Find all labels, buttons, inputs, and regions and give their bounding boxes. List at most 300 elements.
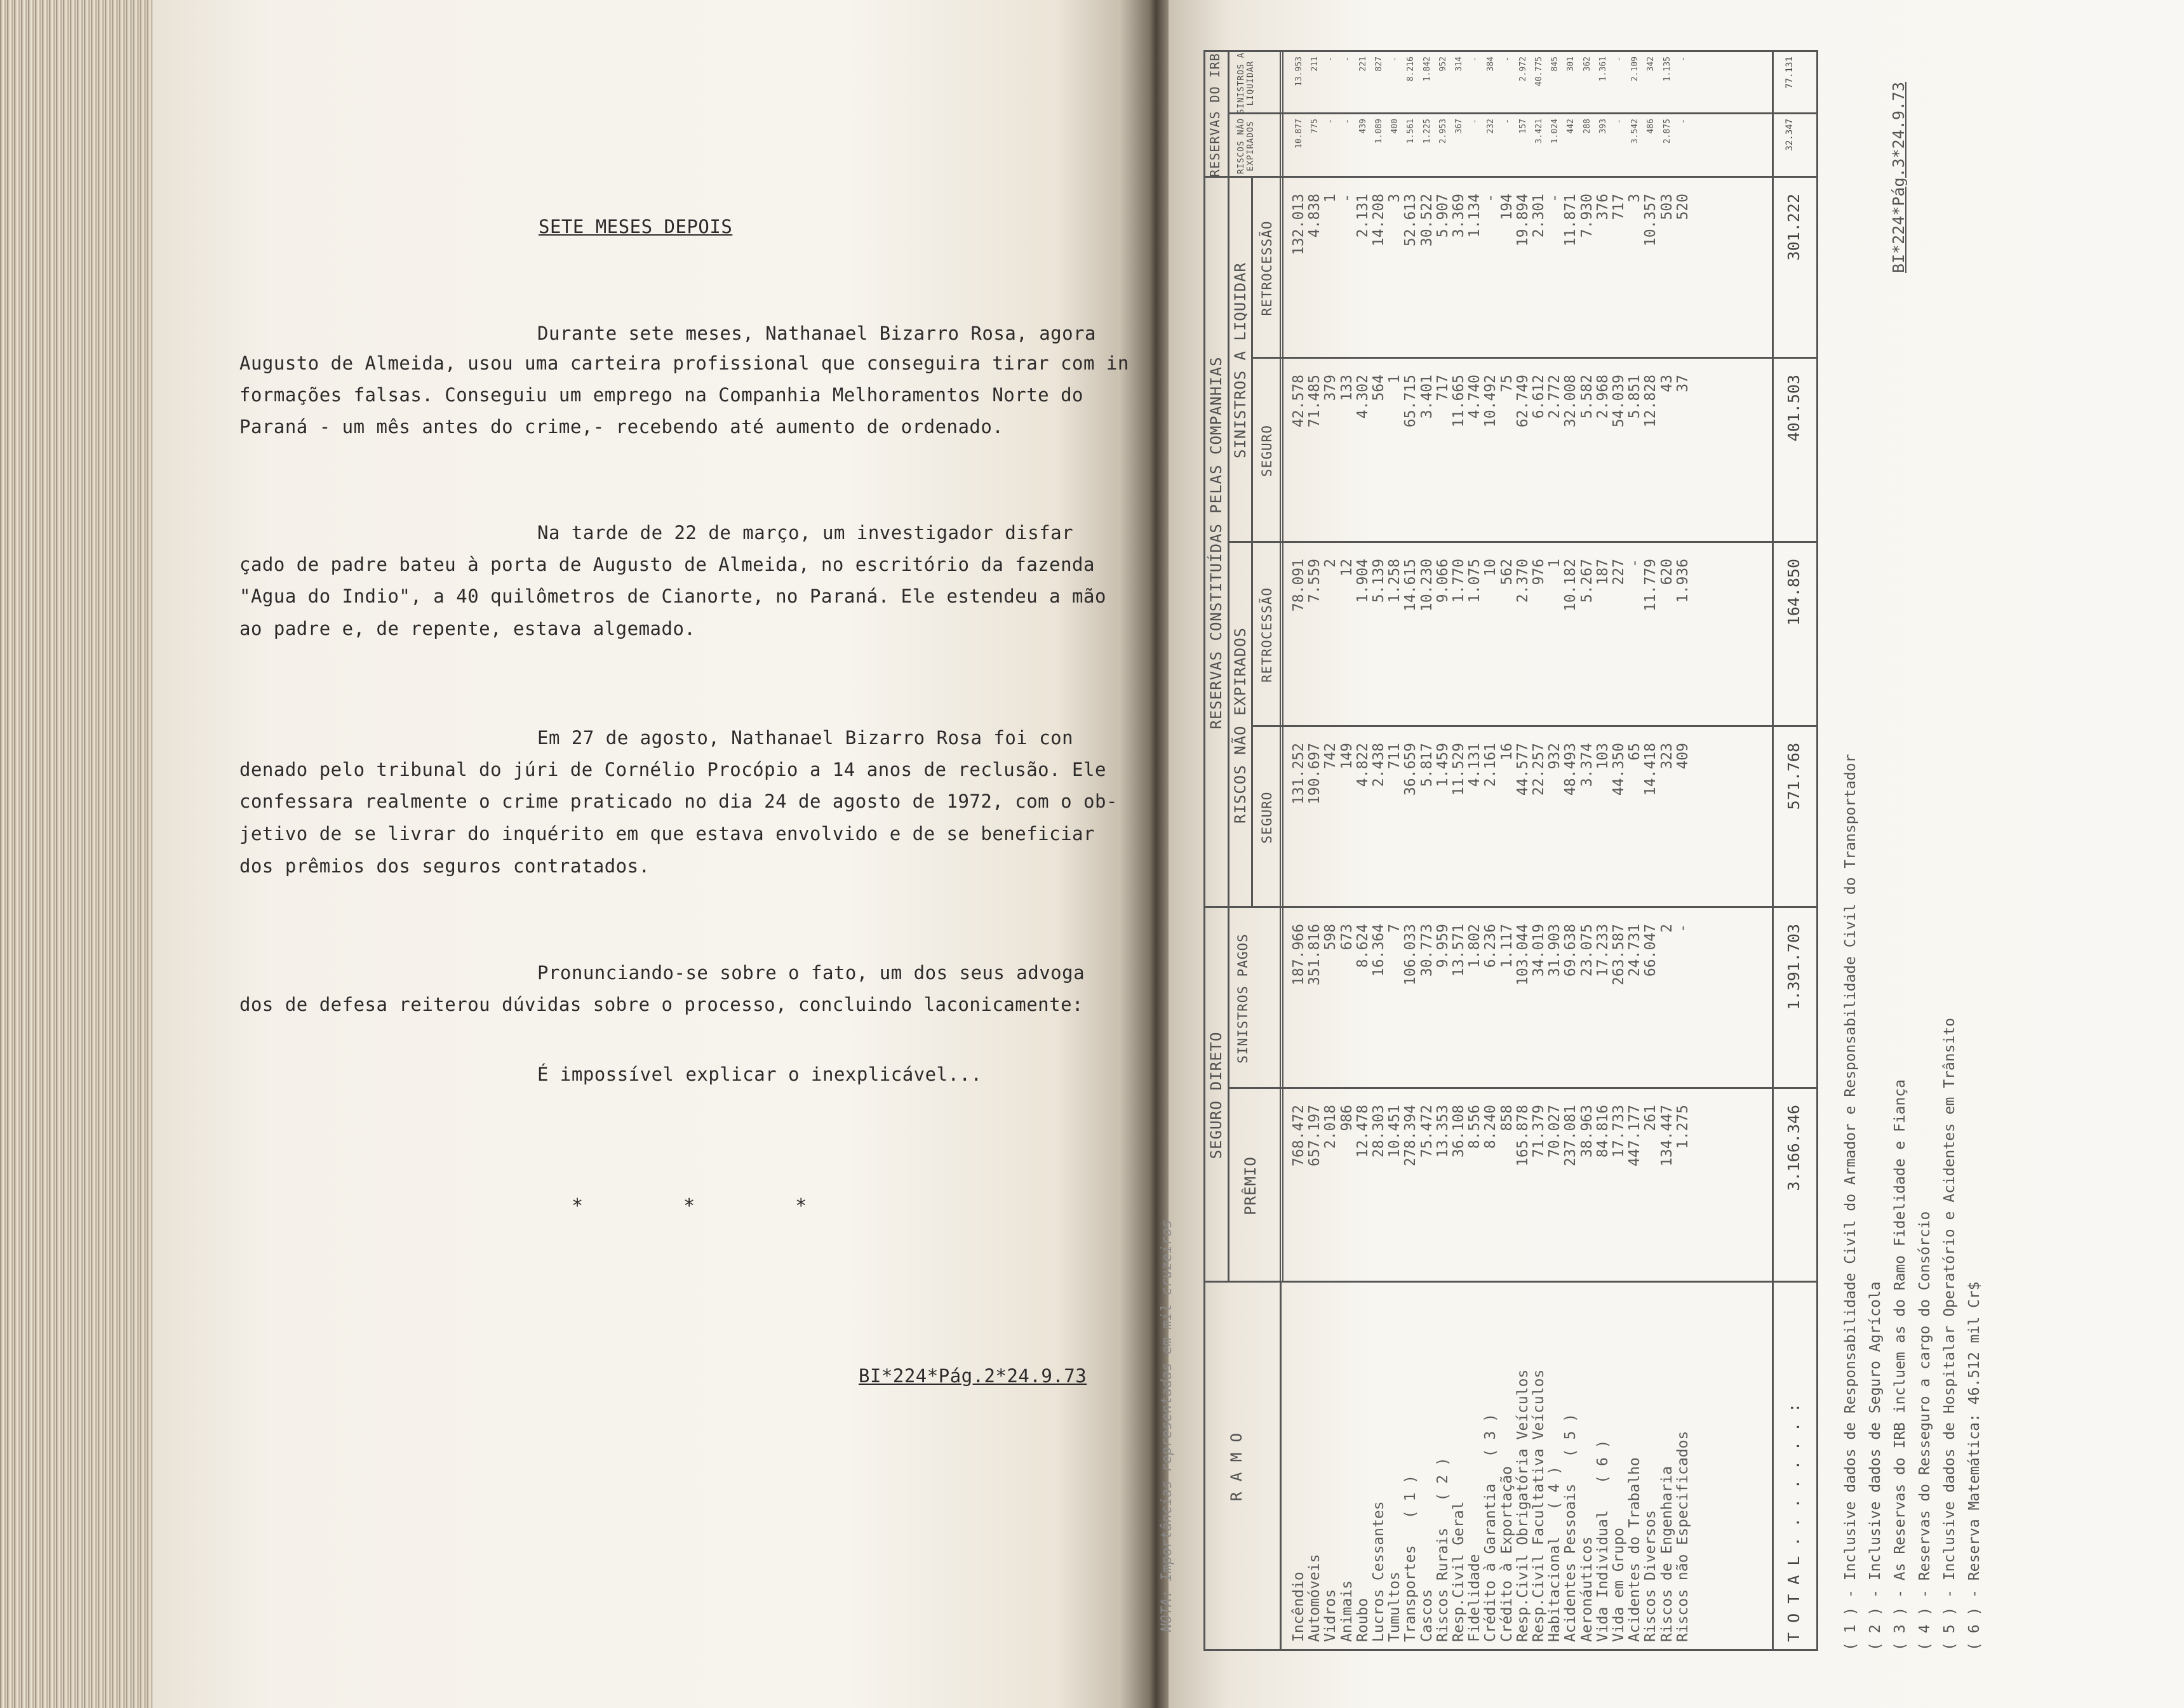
- table-cell: 384: [1486, 57, 1496, 72]
- table-cell: 8.624: [1354, 924, 1371, 968]
- table-cell: 103.044: [1514, 924, 1531, 985]
- table-cell: 1.024: [1550, 119, 1560, 144]
- table-cell: 237.081: [1562, 1105, 1579, 1166]
- table-cell: -: [1674, 924, 1691, 933]
- table-cell: 37: [1674, 375, 1691, 392]
- table-cell: Riscos Diversos: [1642, 1510, 1659, 1642]
- table-cell: 65: [1626, 743, 1644, 761]
- table-cell: 4.740: [1466, 375, 1484, 419]
- table-cell: 42.578: [1290, 375, 1307, 428]
- table-cell: 36.659: [1402, 743, 1419, 796]
- table-cell: -: [1326, 57, 1336, 62]
- total-label: T O T A L . . . . . . . :: [1785, 1403, 1803, 1642]
- table-cell: -: [1678, 119, 1688, 124]
- header-reservas-companhias: RESERVAS CONSTITUÍDAS PELAS COMPANHIAS: [1207, 356, 1225, 730]
- table-cell: 3: [1626, 194, 1644, 203]
- table-cell: Transportes ( 1 ): [1402, 1474, 1419, 1642]
- table-cell: 5.139: [1370, 559, 1388, 603]
- table-cell: 40.775: [1534, 57, 1544, 86]
- table-cell: 2: [1658, 924, 1675, 933]
- table-cell: 30.773: [1418, 924, 1435, 977]
- table-cell: 711: [1386, 743, 1404, 770]
- total-sinistros-pagos: 1.391.703: [1785, 924, 1803, 1010]
- table-cell: 976: [1531, 559, 1548, 585]
- table-cell: 9.959: [1434, 924, 1451, 968]
- table-cell: 717: [1434, 375, 1451, 401]
- header-reservas-irb: RESERVAS DO IRB: [1207, 53, 1223, 177]
- header-sinistros-a-liquidar: SINISTROS A LIQUIDAR: [1231, 262, 1249, 458]
- table-cell: -: [1482, 194, 1499, 203]
- left-page: [152, 0, 1137, 1708]
- table-cell: 8.556: [1466, 1105, 1484, 1149]
- col-sep: [1203, 906, 1818, 908]
- page-reference: BI*224*Pág.2*24.9.73: [859, 1365, 1087, 1387]
- total-sal-seguro: 401.503: [1785, 375, 1803, 442]
- table-cell: 36.108: [1450, 1105, 1468, 1158]
- table-cell: 38.963: [1578, 1105, 1595, 1158]
- table-cell: 263.587: [1611, 924, 1628, 985]
- table-cell: 190.697: [1306, 743, 1323, 804]
- footnote: ( 1 ) - Inclusive dados de Responsabilidade Civil do Armador e Responsabilidade Civil do Transportador: [1842, 754, 1859, 1651]
- table-cell: 620: [1658, 559, 1675, 585]
- header-irb-sinistros: SINISTROS A LIQUIDAR: [1236, 52, 1256, 114]
- table-border-right: [1203, 50, 1818, 52]
- column-rne-seguro: [1291, 743, 1691, 902]
- paragraph-line: dos de defesa reiterou dúvidas sobre o processo, concluindo laconicamente:: [239, 994, 1084, 1015]
- table-border-top: [1203, 51, 1205, 1651]
- table-cell: 227: [1611, 559, 1628, 585]
- table-cell: 22.257: [1531, 743, 1548, 796]
- table-cell: Riscos não Especificados: [1674, 1431, 1691, 1642]
- paragraph-line: Augusto de Almeida, usou uma carteira profissional que conseguira tirar com in: [239, 352, 1129, 374]
- table-cell: 12.478: [1354, 1105, 1371, 1158]
- table-cell: 131.252: [1290, 743, 1307, 804]
- rotated-table-page: [1159, 51, 1983, 1651]
- column-sinistros-pagos: [1291, 924, 1691, 1083]
- paragraph-line: Na tarde de 22 de março, um investigador disfar: [537, 522, 1074, 544]
- table-cell: 827: [1374, 57, 1384, 72]
- header-sinistros-pagos: SINISTROS PAGOS: [1235, 933, 1250, 1064]
- table-cell: 986: [1338, 1105, 1355, 1131]
- table-cell: -: [1338, 194, 1355, 203]
- table-cell: -: [1614, 57, 1625, 62]
- table-cell: Acidentes Pessoais ( 5 ): [1562, 1413, 1579, 1642]
- table-cell: 48.493: [1562, 743, 1579, 796]
- table-cell: 952: [1438, 57, 1448, 72]
- table-cell: 288: [1582, 119, 1592, 134]
- table-cell: 342: [1646, 57, 1656, 72]
- table-cell: 1.561: [1406, 119, 1416, 144]
- table-cell: 351.816: [1306, 924, 1323, 985]
- table-cell: 14.208: [1370, 194, 1388, 247]
- table-cell: 1.117: [1498, 924, 1515, 968]
- total-rne-retrocessao: 164.850: [1785, 559, 1803, 626]
- table-cell: Vidros: [1322, 1589, 1339, 1642]
- table-cell: 78.091: [1290, 559, 1307, 612]
- paragraph-line: dos prêmios dos seguros contratados.: [239, 855, 650, 877]
- table-cell: 13.571: [1450, 924, 1468, 977]
- table-cell: 11.871: [1562, 194, 1579, 247]
- table-cell: 439: [1358, 119, 1368, 134]
- table-cell: 1.258: [1386, 559, 1404, 603]
- footnote: ( 5 ) - Inclusive dados de Hospitalar Operatório e Acidentes em Trânsito: [1941, 1018, 1958, 1651]
- header-sal-seguro: SEGURO: [1259, 425, 1275, 477]
- table-total-separator: [1772, 51, 1774, 1651]
- table-cell: 7: [1386, 924, 1404, 933]
- col-sep: [1203, 176, 1818, 178]
- column-irb-riscos: [1291, 119, 1691, 175]
- table-cell: 62.749: [1514, 375, 1531, 428]
- table-cell: Tumultos: [1386, 1571, 1404, 1642]
- table-cell: Resp.Civil Obrigatória Veículos: [1514, 1369, 1531, 1642]
- table-cell: 4.822: [1354, 743, 1371, 787]
- table-cell: 1: [1386, 375, 1404, 384]
- table-cell: 486: [1646, 119, 1656, 134]
- table-cell: 5.851: [1626, 375, 1644, 419]
- header-subgroup-line: [1251, 178, 1253, 908]
- table-cell: 1: [1546, 559, 1564, 568]
- table-cell: 14.615: [1402, 559, 1419, 612]
- table-cell: 379: [1322, 375, 1339, 401]
- paragraph-line: Pronunciando-se sobre o fato, um dos seus advoga: [537, 962, 1085, 984]
- total-premio: 3.166.346: [1785, 1105, 1803, 1191]
- table-cell: 7.930: [1578, 194, 1595, 238]
- table-cell: -: [1546, 194, 1564, 203]
- table-cell: 2.953: [1438, 119, 1448, 144]
- table-cell: 3.374: [1578, 743, 1595, 787]
- table-cell: 3.542: [1630, 119, 1640, 144]
- table-cell: -: [1390, 57, 1400, 62]
- table-cell: 598: [1322, 924, 1339, 951]
- table-cell: Vida Individual ( 6 ): [1594, 1439, 1611, 1642]
- table-cell: 12: [1338, 559, 1355, 577]
- table-cell: Resp.Civil Facultativa Veículos: [1531, 1369, 1548, 1642]
- table-cell: 194: [1498, 194, 1515, 220]
- header-riscos-nao-expirados: RISCOS NÃO EXPIRADOS: [1231, 627, 1249, 824]
- table-cell: 1.842: [1422, 57, 1432, 82]
- table-cell: 2.018: [1322, 1105, 1339, 1149]
- table-cell: 2.161: [1482, 743, 1499, 787]
- table-cell: -: [1342, 57, 1352, 62]
- header-sal-retrocessao: RETROCESSÃO: [1259, 220, 1275, 316]
- table-cell: 1.459: [1434, 743, 1451, 787]
- footnote: ( 3 ) - As Reservas do IRB incluem as do Ramo Fidelidade e Fiança: [1892, 1079, 1908, 1651]
- table-cell: 134.447: [1658, 1105, 1675, 1166]
- table-cell: 44.577: [1514, 743, 1531, 796]
- total-irb-riscos: 32.347: [1785, 119, 1795, 151]
- table-cell: 132.013: [1290, 194, 1307, 255]
- table-cell: 10.182: [1562, 559, 1579, 612]
- table-cell: 24.731: [1626, 924, 1644, 977]
- footnote: ( 6 ) - Reserva Matemática: 46.512 mil Cr$: [1966, 1281, 1983, 1651]
- table-cell: 409: [1674, 743, 1691, 770]
- paragraph-line: jetivo de se livrar do inquérito em que estava envolvido e de se beneficiar: [239, 823, 1095, 844]
- table-cell: 66.047: [1642, 924, 1659, 977]
- table-cell: 1.770: [1450, 559, 1468, 603]
- header-irb-riscos: RISCOS NÃO EXPIRADOS: [1236, 117, 1256, 175]
- column-premio: [1291, 1105, 1691, 1276]
- book-page-edges: [0, 0, 152, 1708]
- table-cell: 14.418: [1642, 743, 1659, 796]
- table-cell: 6.236: [1482, 924, 1499, 968]
- paragraph-line: Em 27 de agosto, Nathanael Bizarro Rosa foi con: [537, 727, 1074, 749]
- table-cell: 11.779: [1642, 559, 1659, 612]
- col-sep: [1228, 112, 1818, 114]
- table-cell: 1.936: [1674, 559, 1691, 603]
- col-sep: [1251, 357, 1818, 359]
- table-cell: 932: [1546, 743, 1564, 770]
- table-cell: 564: [1370, 375, 1388, 401]
- table-cell: Incêndio: [1290, 1571, 1307, 1642]
- table-cell: 11.529: [1450, 743, 1468, 796]
- table-cell: 2.968: [1594, 375, 1611, 419]
- table-cell: 1.904: [1354, 559, 1371, 603]
- table-cell: Vida em Grupo: [1611, 1527, 1628, 1642]
- paragraph-line: Durante sete meses, Nathanael Bizarro Rosa, agora: [537, 323, 1097, 344]
- header-premio: PRÊMIO: [1242, 1156, 1259, 1215]
- paragraph-line: çado de padre bateu à porta de Augusto de Almeida, no escritório da fazenda: [239, 554, 1095, 575]
- table-page-reference: BI*224*Pág.3*24.9.73: [1889, 81, 1908, 273]
- table-cell: 1.361: [1598, 57, 1608, 82]
- paragraph-line: formações falsas. Conseguiu um emprego na Companhia Melhoramentos Norte do: [239, 384, 1084, 406]
- table-cell: 17.233: [1594, 924, 1611, 977]
- table-cell: -: [1502, 57, 1512, 62]
- col-sep: [1203, 1281, 1818, 1283]
- table-cell: 43: [1658, 375, 1675, 392]
- table-cell: 447.177: [1626, 1105, 1644, 1166]
- header-separator: [1280, 51, 1283, 1283]
- table-cell: 2: [1322, 559, 1339, 568]
- column-ramo: [1291, 1286, 1691, 1642]
- table-cell: 10.492: [1482, 375, 1499, 428]
- table-cell: 562: [1498, 559, 1515, 585]
- table-cell: -: [1626, 559, 1644, 568]
- table-cell: 1.225: [1422, 119, 1432, 144]
- table-cell: 133: [1338, 375, 1355, 401]
- table-cell: 2.875: [1662, 119, 1672, 144]
- table-cell: 301: [1566, 57, 1576, 72]
- footnote: ( 2 ) - Inclusive dados de Seguro Agrícola: [1867, 1281, 1884, 1651]
- table-cell: 17.733: [1611, 1105, 1628, 1158]
- header-ramo: R A M O: [1228, 1432, 1245, 1502]
- table-cell: -: [1326, 119, 1336, 124]
- table-cell: Resp.Civil Geral: [1450, 1501, 1468, 1642]
- table-cell: Crédito à Garantia ( 3 ): [1482, 1413, 1499, 1642]
- table-cell: 1.135: [1662, 57, 1672, 82]
- table-cell: -: [1470, 57, 1480, 62]
- table-cell: 9.066: [1434, 559, 1451, 603]
- table-cell: 75.472: [1418, 1105, 1435, 1158]
- table-cell: -: [1502, 119, 1512, 124]
- table-cell: 503: [1658, 194, 1675, 220]
- table-cell: 8.240: [1482, 1105, 1499, 1149]
- table-cell: 157: [1518, 119, 1528, 134]
- table-cell: Riscos Rurais ( 2 ): [1434, 1457, 1451, 1642]
- table-cell: 6.612: [1531, 375, 1548, 419]
- table-cell: 31.903: [1546, 924, 1564, 977]
- table-cell: 4.131: [1466, 743, 1484, 787]
- table-cell: 393: [1598, 119, 1608, 134]
- table-cell: 28.303: [1370, 1105, 1388, 1158]
- header-separator-ramo: [1280, 1283, 1282, 1651]
- table-cell: 69.638: [1562, 924, 1579, 977]
- table-cell: 23.075: [1578, 924, 1595, 977]
- table-cell: 52.613: [1402, 194, 1419, 247]
- table-cell: Riscos de Engenharia: [1658, 1466, 1675, 1642]
- table-cell: 520: [1674, 194, 1691, 220]
- table-cell: 362: [1582, 57, 1592, 72]
- table-border-bottom: [1816, 51, 1818, 1651]
- table-cell: 149: [1338, 743, 1355, 770]
- table-cell: Automóveis: [1306, 1554, 1323, 1642]
- table-cell: 221: [1358, 57, 1368, 72]
- table-cell: 11.665: [1450, 375, 1468, 428]
- table-cell: Acidentes do Trabalho: [1626, 1457, 1644, 1642]
- table-cell: 44.350: [1611, 743, 1628, 796]
- paragraph-line: "Agua do Indio", a 40 quilômetros de Cianorte, no Paraná. Ele estendeu a mão: [239, 585, 1106, 607]
- table-cell: 7.559: [1306, 559, 1323, 603]
- table-cell: Habitacional ( 4 ): [1546, 1466, 1564, 1642]
- table-cell: 367: [1454, 119, 1464, 134]
- column-sal-seguro: [1291, 375, 1691, 537]
- table-cell: 4.838: [1306, 194, 1323, 238]
- header-rne-seguro: SEGURO: [1259, 791, 1275, 844]
- paragraph-line: confessara realmente o crime praticado no dia 24 de agosto de 1972, com o ob-: [239, 791, 1118, 812]
- table-cell: 187.966: [1290, 924, 1307, 985]
- table-cell: 1: [1322, 194, 1339, 203]
- side-caption: NOTA: Importâncias representadas em mil cruzeiros: [1159, 1219, 1175, 1632]
- table-cell: Crédito à Exportação: [1498, 1466, 1515, 1642]
- table-cell: 314: [1454, 57, 1464, 72]
- table-cell: 16.364: [1370, 924, 1388, 977]
- table-cell: 278.394: [1402, 1105, 1419, 1166]
- table-cell: 71.379: [1531, 1105, 1548, 1158]
- table-cell: Cascos: [1418, 1589, 1435, 1642]
- table-cell: 54.039: [1611, 375, 1628, 428]
- paragraph-line: ao padre e, de repente, estava algemado.: [239, 618, 696, 639]
- table-cell: 376: [1594, 194, 1611, 220]
- total-rne-seguro: 571.768: [1785, 743, 1803, 810]
- table-cell: 717: [1611, 194, 1628, 220]
- col-sep: [1228, 1087, 1818, 1089]
- header-rne-retrocessao: RETROCESSÃO: [1259, 587, 1275, 683]
- column-rne-retrocessao: [1291, 559, 1691, 721]
- table-cell: 3.401: [1418, 375, 1435, 419]
- table-cell: 187: [1594, 559, 1611, 585]
- table-cell: Aeronáuticos: [1578, 1536, 1595, 1642]
- article-title: SETE MESES DEPOIS: [539, 216, 733, 237]
- table-cell: 10.877: [1294, 119, 1304, 149]
- paragraph-line: Paraná - um mês antes do crime,- recebendo até aumento de ordenado.: [239, 416, 1004, 437]
- table-cell: 2.972: [1518, 57, 1528, 82]
- col-sep: [1251, 725, 1818, 727]
- table-cell: 84.816: [1594, 1105, 1611, 1158]
- table-cell: 1.802: [1466, 924, 1484, 968]
- table-cell: Roubo: [1354, 1598, 1371, 1642]
- table-cell: 2.301: [1531, 194, 1548, 238]
- table-cell: 1.075: [1466, 559, 1484, 603]
- column-sal-retrocessao: [1291, 194, 1691, 352]
- table-cell: -: [1678, 57, 1688, 62]
- table-cell: 70.027: [1546, 1105, 1564, 1158]
- table-cell: 12.828: [1642, 375, 1659, 428]
- table-cell: 2.131: [1354, 194, 1371, 238]
- table-cell: -: [1470, 119, 1480, 124]
- table-cell: 261: [1642, 1105, 1659, 1131]
- table-cell: 1.134: [1466, 194, 1484, 238]
- total-irb-sinistros: 77.131: [1785, 57, 1795, 89]
- table-cell: 16: [1498, 743, 1515, 761]
- table-cell: Animais: [1338, 1580, 1355, 1642]
- table-cell: 71.485: [1306, 375, 1323, 428]
- header-group-line: [1228, 51, 1229, 1283]
- table-cell: 442: [1566, 119, 1576, 134]
- table-cell: 3: [1386, 194, 1404, 203]
- table-cell: 8.216: [1406, 57, 1416, 82]
- table-cell: -: [1614, 119, 1625, 124]
- table-border-left: [1203, 1649, 1818, 1651]
- table-cell: Lucros Cessantes: [1370, 1501, 1388, 1642]
- footnote: ( 4 ) - Reservas do Resseguro a cargo do Consórcio: [1917, 1211, 1933, 1651]
- table-cell: 13.353: [1434, 1105, 1451, 1158]
- table-cell: 3.369: [1450, 194, 1468, 238]
- table-cell: 845: [1550, 57, 1560, 72]
- section-stars: * * *: [572, 1195, 852, 1217]
- table-cell: 657.197: [1306, 1105, 1323, 1166]
- table-cell: 4.302: [1354, 375, 1371, 419]
- table-cell: Fidelidade: [1466, 1554, 1484, 1642]
- table-cell: 103: [1594, 743, 1611, 770]
- table-cell: 75: [1498, 375, 1515, 392]
- table-cell: 1.275: [1674, 1105, 1691, 1149]
- closing-quote: É impossível explicar o inexplicável...: [537, 1064, 982, 1085]
- table-cell: 768.472: [1290, 1105, 1307, 1166]
- table-cell: 673: [1338, 924, 1355, 951]
- table-cell: 65.715: [1402, 375, 1419, 428]
- paragraph-line: denado pelo tribunal do júri de Cornélio Procópio a 14 anos de reclusão. Ele: [239, 759, 1106, 780]
- column-irb-sinistros: [1291, 57, 1691, 111]
- table-cell: 858: [1498, 1105, 1515, 1131]
- table-cell: 32.008: [1562, 375, 1579, 428]
- table-cell: 400: [1390, 119, 1400, 134]
- table-cell: 5.817: [1418, 743, 1435, 787]
- table-cell: 742: [1322, 743, 1339, 770]
- table-cell: -: [1342, 119, 1352, 124]
- table-cell: 775: [1310, 119, 1320, 134]
- table-cell: 3.421: [1534, 119, 1544, 144]
- table-cell: 5.267: [1578, 559, 1595, 603]
- table-cell: 5.582: [1578, 375, 1595, 419]
- total-sal-retrocessao: 301.222: [1785, 194, 1803, 261]
- table-cell: 1.089: [1374, 119, 1384, 144]
- table-cell: 5.907: [1434, 194, 1451, 238]
- table-cell: 10: [1482, 559, 1499, 577]
- table-cell: 323: [1658, 743, 1675, 770]
- table-cell: 211: [1310, 57, 1320, 72]
- header-seguro-direto: SEGURO DIRETO: [1207, 1031, 1225, 1159]
- table-cell: 34.019: [1531, 924, 1548, 977]
- table-cell: 10.230: [1418, 559, 1435, 612]
- table-cell: 165.878: [1514, 1105, 1531, 1166]
- table-cell: 232: [1486, 119, 1496, 134]
- table-cell: 2.438: [1370, 743, 1388, 787]
- table-cell: 2.370: [1514, 559, 1531, 603]
- table-cell: 13.953: [1294, 57, 1304, 86]
- table-cell: 2.772: [1546, 375, 1564, 419]
- table-cell: 2.109: [1630, 57, 1640, 82]
- table-cell: 19.894: [1514, 194, 1531, 247]
- table-cell: 10.451: [1386, 1105, 1404, 1158]
